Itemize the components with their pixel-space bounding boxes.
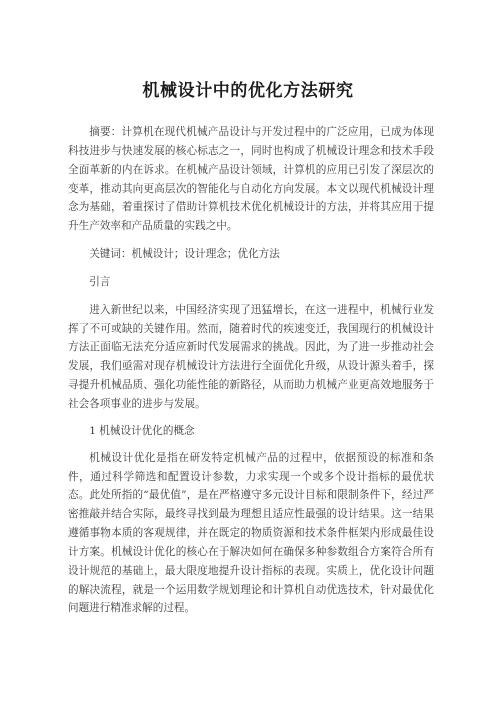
document-body [68,123,434,618]
section-1-heading: 1 机械设计优化的概念 [89,424,195,437]
intro-heading: 引言 [89,275,111,288]
document-title: 机械设计中的优化方法研究 [142,81,354,101]
section-1-paragraph: 机械设计优化是指在研发特定机械产品的过程中，依据预设的标准和条件，通过科学筛选和配置设计参数，力求实现一个或多个设计指标的最优状态。此处所指的“最优值”，是在严格遵守多元设计目标和限制条件下，经过严密推敲并结合实际，最终寻找到最为理想且适应性最强的设计结果。这一结果遵循事物本质的客观规律，并在既定的物质资源和技术条件框架内形成最佳设计方案。机械设计优化的核心在于解决如何在确保多种参数组合方案符合所有设计规范的基础上，最大限度地提升设计指标的表现。实质上，优化设计问题的解决流程，就是一个运用数学规划理论和计算机自动优选技术，针对最优化问题进行精准求解的过程。 [68,451,434,615]
keywords-line: 关键词：机械设计；设计理念；优化方法 [89,248,280,261]
abstract-paragraph: 摘要：计算机在现代机械产品设计与开发过程中的广泛应用，已成为体现科技进步与快速发展的核心标志之一，同时也构成了机械设计理念和技术手段全面革新的内在诉求。在机械产品设计领域，计算机的应用已引发了深层次的变革，推动其向更高层次的智能化与自动化方向发展。本文以现代机械设计理念为基础，着重探讨了借助计算机技术优化机械设计的方法，并将其应用于提升生产效率和产品质量的实践之中。 [68,126,434,233]
intro-paragraph: 进入新世纪以来，中国经济实现了迅猛增长，在这一进程中，机械行业发挥了不可或缺的关键作用。然而，随着时代的疾速变迁，我国现行的机械设计方法正面临无法充分适应新时代发展需求的挑战。因此，为了进一步推动社会发展，我们亟需对现存机械设计方法进行全面优化升级，从设计源头着手，探寻提升机械品质、强化功能性能的新路径，从而助力机械产业更高效地服务于社会各项事业的进步与发展。 [68,303,434,410]
